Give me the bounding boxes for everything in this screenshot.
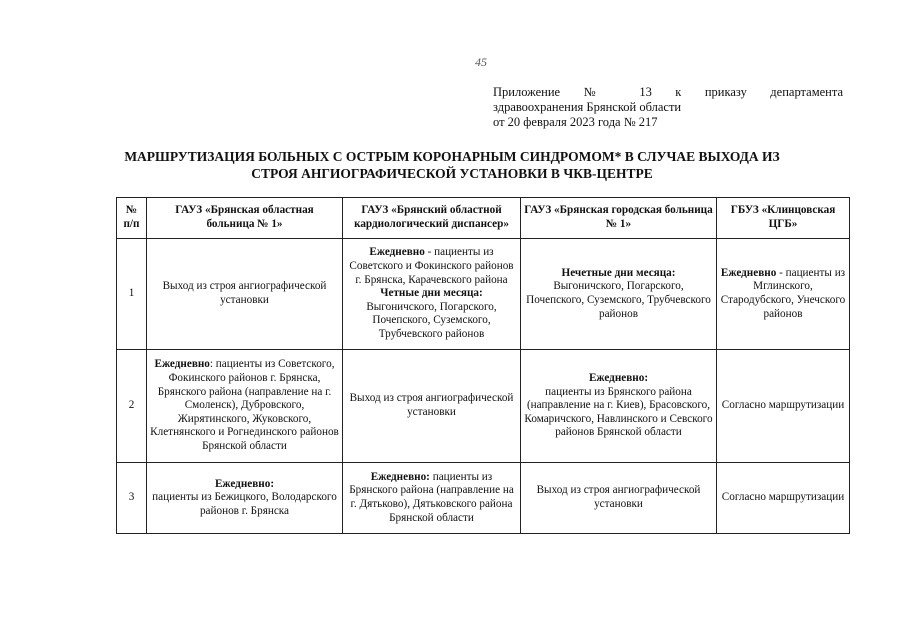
row-number: 2: [117, 350, 147, 463]
header-klintsy-hospital: ГБУЗ «Клинцовская ЦГБ»: [717, 198, 850, 239]
table-cell: Согласно маршрутизации: [717, 463, 850, 534]
cell-text: Выгоничского, Погарского, Почепского, Суземского, Трубчевского районов: [366, 300, 497, 340]
appendix-line: здравоохранения Брянской области: [493, 100, 682, 114]
table-cell: [717, 239, 850, 350]
header-city-hospital: ГАУЗ «Брянская городская больница № 1»: [521, 198, 717, 239]
table-cell: Согласно маршрутизации: [717, 350, 850, 463]
cell-text: - пациенты из Советского и Фокинского районов г. Брянска, Карачевского района: [349, 246, 514, 286]
table-cell: [521, 239, 717, 350]
cell-text: пациенты из Бежицкого, Володарского районов г. Брянска: [152, 491, 337, 517]
document-title: МАРШРУТИЗАЦИЯ БОЛЬНЫХ С ОСТРЫМ КОРОНАРНЫМ СИНДРОМОМ* В СЛУЧАЕ ВЫХОДА ИЗ СТРОЯ АНГИОГРАФИЧЕСКОЙ УСТАНОВКИ В ЧКВ-ЦЕНТРЕ: [124, 149, 780, 181]
cell-text: пациенты из Брянского района (направление на г. Дятьково), Дятьковского района Брянской области: [349, 470, 514, 524]
header-regional-hospital: ГАУЗ «Брянская областная больница № 1»: [147, 198, 343, 239]
cell-bold-text: Ежедневно: [154, 358, 210, 371]
table-cell: [343, 463, 521, 534]
cell-text: пациенты из Брянского района (направление на г. Киев), Брасовского, Комаричского, Навлинского и Севского районов Брянской области: [524, 385, 713, 439]
table-cell: Выход из строя ангиографической установки: [521, 463, 717, 534]
table-cell: [147, 350, 343, 463]
table-row: [117, 239, 850, 350]
appendix-line: Приложение № 13 к приказу департамента: [493, 85, 843, 99]
cell-bold-text: Четные дни месяца:: [380, 287, 483, 300]
table-row: [117, 350, 850, 463]
appendix-block: [493, 85, 843, 130]
row-number: 1: [117, 239, 147, 350]
table-cell: [343, 239, 521, 350]
header-cardiology-dispensary: ГАУЗ «Брянский областной кардиологический диспансер»: [343, 198, 521, 239]
table-cell: [521, 350, 717, 463]
appendix-line: от 20 февраля 2023 года № 217: [493, 115, 658, 129]
table-cell: Выход из строя ангиографической установки: [147, 239, 343, 350]
cell-bold-text: Нечетные дни месяца:: [561, 266, 676, 279]
routing-table: [116, 197, 850, 534]
cell-bold-text: Ежедневно: [720, 266, 777, 279]
table-cell: [147, 463, 343, 534]
cell-text: : пациенты из Советского, Фокинского районов г. Брянска, Брянского района (направление на г. Смоленск), Дубровского, Жирятинского, Жуковского, Клетнянского и Рогнединского районов Брянской области: [150, 358, 339, 452]
row-number: 3: [117, 463, 147, 534]
header-number: № п/п: [117, 198, 147, 239]
cell-text: Выгоничского, Погарского, Почепского, Суземского, Трубчевского районов: [526, 280, 711, 320]
table-header-row: [117, 198, 850, 239]
table-cell: Выход из строя ангиографической установки: [343, 350, 521, 463]
table-row: [117, 463, 850, 534]
cell-text: - пациенты из Мглинского, Стародубского, Унечского районов: [720, 266, 846, 320]
page-number: 45: [475, 55, 487, 69]
cell-bold-text: Ежедневно:: [370, 470, 430, 483]
cell-bold-text: Ежедневно:: [588, 372, 649, 385]
cell-bold-text: Ежедневно:: [214, 477, 275, 490]
cell-bold-text: Ежедневно: [369, 246, 425, 259]
